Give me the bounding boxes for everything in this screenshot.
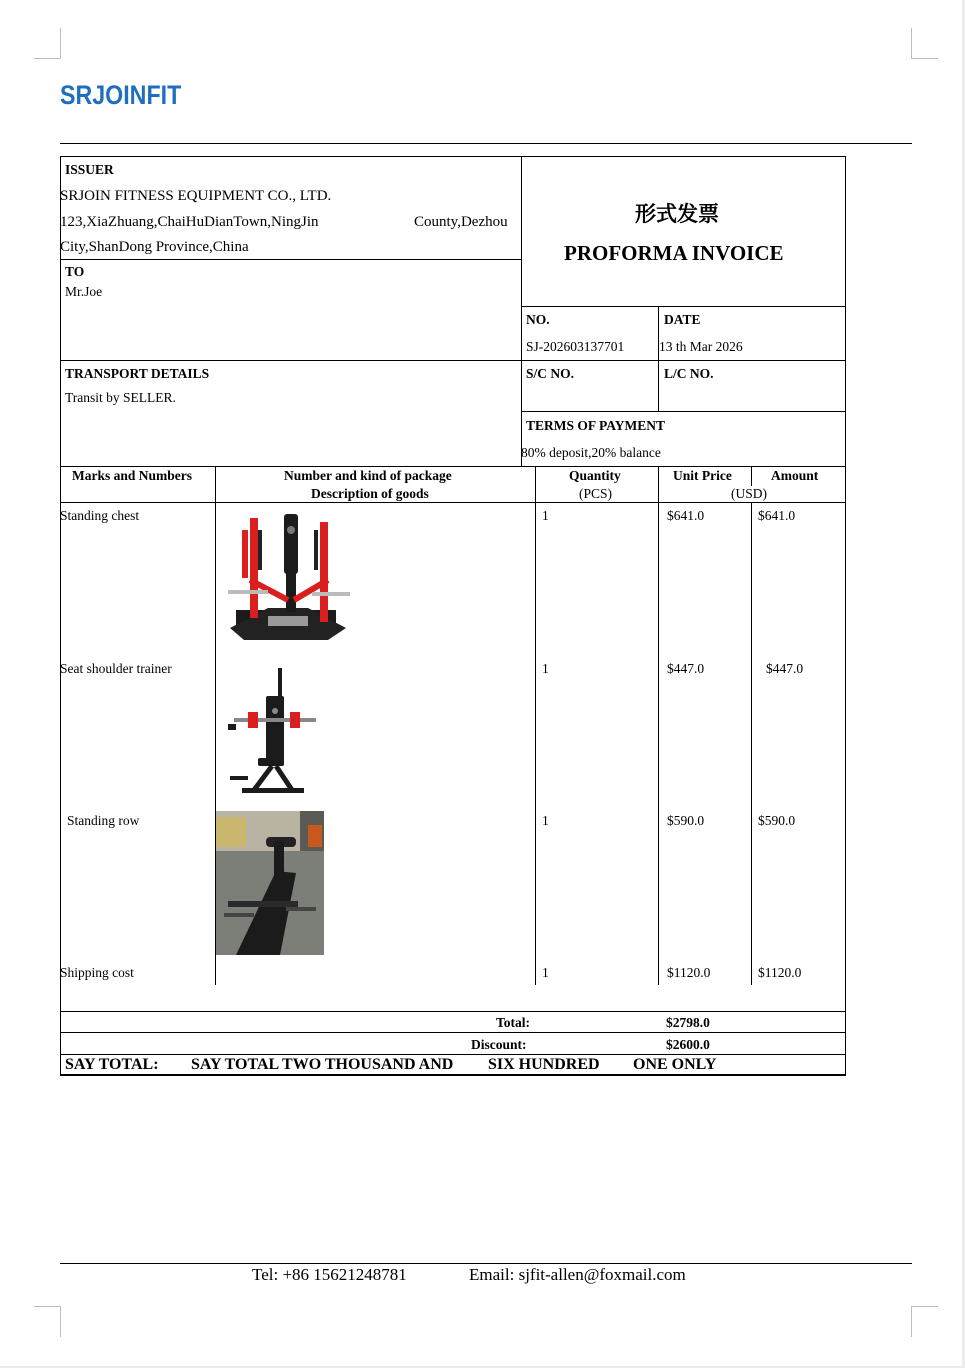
grid-line <box>60 360 846 361</box>
grid-line <box>521 156 522 466</box>
row-4-name: Shipping cost <box>60 965 134 980</box>
header-marks: Marks and Numbers <box>72 468 193 483</box>
header-unit-price: Unit Price <box>673 468 732 483</box>
row-3-unit: $590.0 <box>667 813 705 828</box>
discount-value: $2600.0 <box>666 1037 710 1052</box>
row-3-name: Standing row <box>67 813 140 828</box>
row-1-qty: 1 <box>542 508 549 523</box>
row-1-unit: $641.0 <box>667 508 705 523</box>
crop-mark-top-right <box>911 28 938 59</box>
sc-no-label: S/C NO. <box>526 366 575 381</box>
transport-label: TRANSPORT DETAILS <box>65 366 210 381</box>
standing-chest-image <box>228 510 352 644</box>
row-2-amount: $447.0 <box>766 661 804 676</box>
no-value: SJ-202603137701 <box>526 339 625 354</box>
title-english: PROFORMA INVOICE <box>564 241 784 265</box>
discount-label: Discount: <box>471 1037 527 1052</box>
header-quantity: Quantity <box>569 468 621 483</box>
footer-email[interactable]: Email: sjfit-allen@foxmail.com <box>469 1265 686 1284</box>
issuer-company: SRJOIN FITNESS EQUIPMENT CO., LTD. <box>60 188 332 204</box>
row-2-unit: $447.0 <box>667 661 705 676</box>
total-value: $2798.0 <box>666 1015 710 1030</box>
grid-line <box>521 411 846 412</box>
issuer-label: ISSUER <box>65 162 114 177</box>
date-value: 13 th Mar 2026 <box>659 339 743 354</box>
footer-rule <box>60 1263 912 1264</box>
row-4-unit: $1120.0 <box>667 965 711 980</box>
grid-line <box>60 259 522 260</box>
grid-line <box>535 466 536 985</box>
row-3-amount: $590.0 <box>758 813 796 828</box>
footer-tel: Tel: +86 15621248781 <box>252 1265 407 1284</box>
header-package: Number and kind of package <box>284 468 452 483</box>
payment-value: 80% deposit,20% balance <box>521 445 661 460</box>
issuer-address-2: City,ShanDong Province,China <box>60 239 249 255</box>
row-4-qty: 1 <box>542 965 549 980</box>
header-amount: Amount <box>771 468 819 483</box>
transport-value: Transit by SELLER. <box>65 390 176 405</box>
header-usd: (USD) <box>731 486 767 501</box>
header-pcs: (PCS) <box>579 486 613 501</box>
header-description: Description of goods <box>311 486 429 501</box>
grid-line <box>60 156 846 157</box>
total-label: Total: <box>496 1015 531 1030</box>
company-logo: SRJOINFIT <box>60 80 182 110</box>
grid-line <box>60 466 846 467</box>
grid-line <box>60 156 61 1076</box>
grid-line <box>658 306 659 411</box>
say-total-part-2: SIX HUNDRED <box>488 1056 600 1073</box>
crop-mark-bottom-left <box>34 1306 61 1337</box>
say-total-part-3: ONE ONLY <box>633 1056 717 1073</box>
grid-line <box>751 502 752 985</box>
grid-line <box>60 1054 846 1055</box>
grid-line <box>60 1032 846 1033</box>
payment-label: TERMS OF PAYMENT <box>526 418 666 433</box>
row-2-name: Seat shoulder trainer <box>60 661 172 676</box>
to-label: TO <box>65 264 85 279</box>
row-1-amount: $641.0 <box>758 508 796 523</box>
grid-line <box>60 502 846 503</box>
grid-line <box>60 1074 846 1076</box>
row-1-name: Standing chest <box>60 508 140 523</box>
seat-shoulder-trainer-image <box>228 666 320 798</box>
row-3-qty: 1 <box>542 813 549 828</box>
grid-line <box>521 306 846 307</box>
to-name: Mr.Joe <box>65 284 103 299</box>
lc-no-label: L/C NO. <box>664 366 714 381</box>
issuer-address-1b: County,Dezhou <box>414 214 508 230</box>
say-total-part-1: SAY TOTAL TWO THOUSAND AND <box>191 1056 454 1073</box>
issuer-address-1a: 123,XiaZhuang,ChaiHuDianTown,NingJin <box>60 214 319 230</box>
grid-line <box>60 1011 846 1012</box>
header-rule <box>60 143 912 144</box>
grid-line <box>751 466 752 486</box>
row-4-amount: $1120.0 <box>758 965 802 980</box>
grid-line <box>845 156 846 1076</box>
no-label: NO. <box>526 312 550 327</box>
standing-row-image <box>216 811 324 955</box>
title-chinese: 形式发票 <box>635 202 719 226</box>
grid-line <box>658 466 659 985</box>
say-total-label: SAY TOTAL: <box>65 1056 159 1073</box>
crop-mark-top-left <box>34 28 61 59</box>
row-2-qty: 1 <box>542 661 549 676</box>
crop-mark-bottom-right <box>911 1306 938 1337</box>
date-label: DATE <box>664 312 701 327</box>
